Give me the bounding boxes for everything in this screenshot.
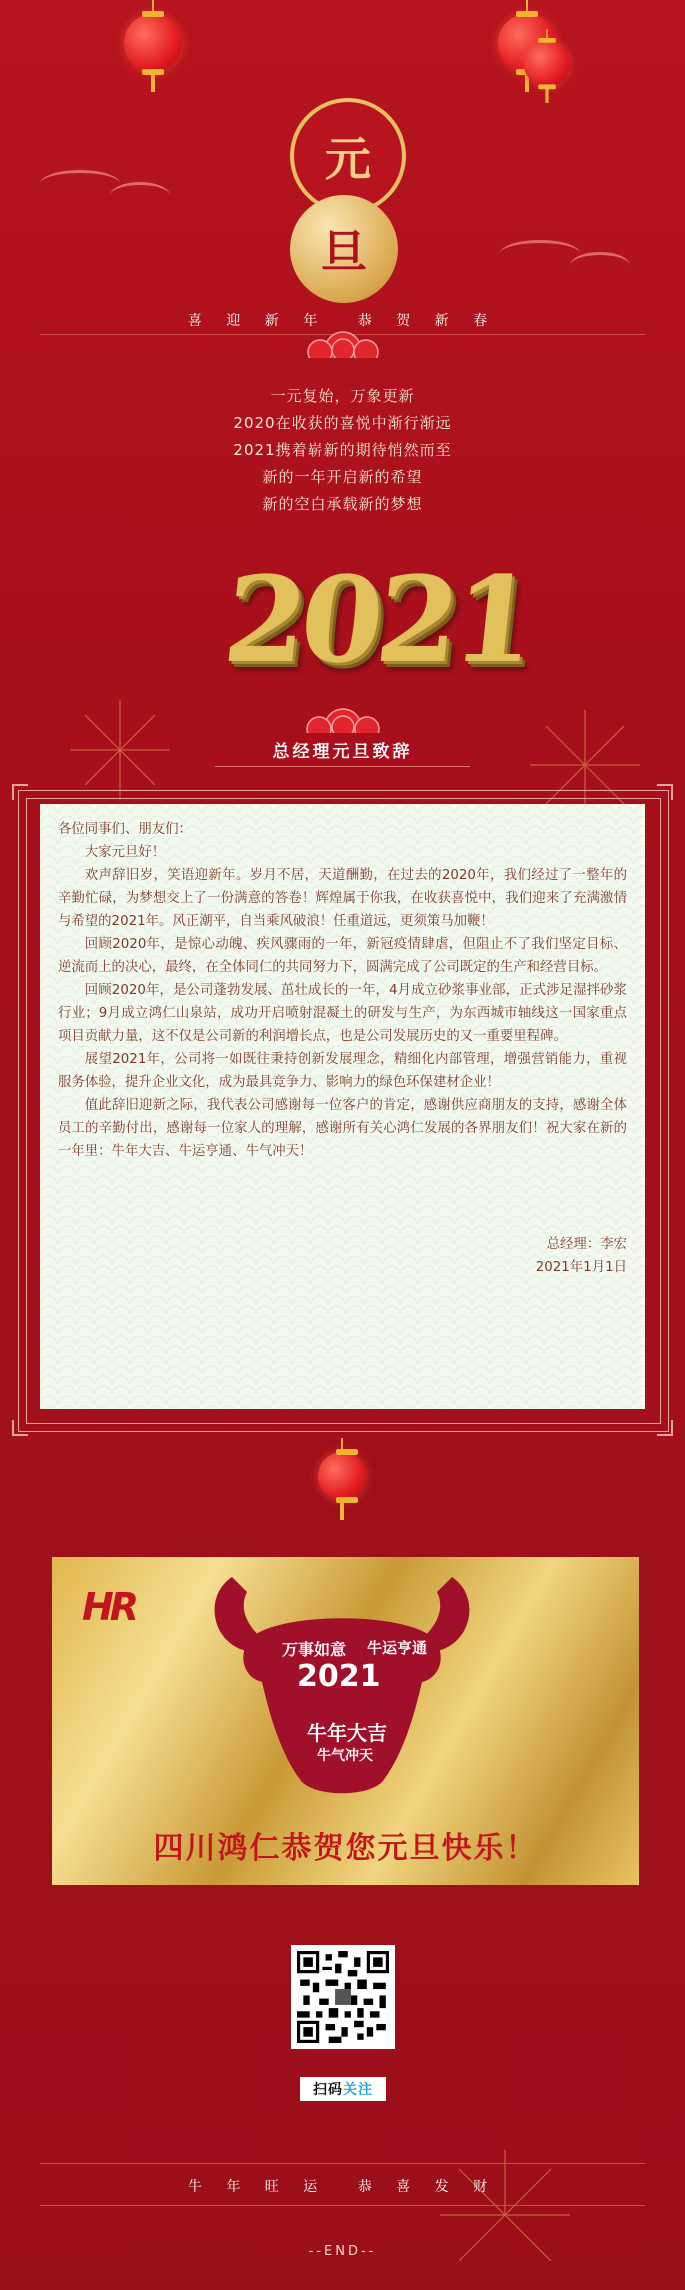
divider <box>215 766 470 767</box>
frame-corner <box>12 1420 28 1436</box>
section-title: 总经理元旦致辞 <box>272 742 413 762</box>
ox-wish: 牛运亨通 <box>367 1639 428 1657</box>
header-tagline <box>0 310 685 330</box>
lantern-icon <box>524 29 570 103</box>
letter-paragraph: 回顾2020年，是公司蓬勃发展、茁壮成长的一年，4月成立砂浆事业部，正式涉足湿拌砂浆行业；9月成立鸿仁山泉站，成功开启喷射混凝土的研发与生产，为东西城市轴线这一国家重点项目贡献力量，这不仅是公司新的利润增长点，也是公司发展历史的又一重要里程碑。 <box>58 983 627 1044</box>
qr-code[interactable] <box>291 1945 395 2049</box>
company-logo: HR <box>82 1585 136 1629</box>
ox-wish: 牛气冲天 <box>317 1748 373 1764</box>
letter-paragraph: 回顾2020年，是惊心动魄、疾风骤雨的一年，新冠疫情肆虐，但阻止不了我们坚定目标、逆流而上的决心，最终，在全体同仁的共同努力下，圆满完成了公司既定的生产和经营目标。 <box>58 937 627 975</box>
poem-line: 新的一年开启新的希望 <box>262 468 423 486</box>
poem-line: 新的空白承载新的梦想 <box>262 495 423 513</box>
cloud-ornament-icon <box>500 240 580 267</box>
lantern-icon <box>318 1438 366 1520</box>
ox-head-graphic <box>192 1557 492 1807</box>
cloud-ornament-icon <box>570 252 630 279</box>
letter-paragraph: 值此辞旧迎新之际，我代表公司感谢每一位客户的肯定，感谢供应商朋友的支持，感谢全体员工的辛勤付出，感谢每一位家人的理解，感谢所有关心鸿仁发展的各界朋友们！祝大家在新的一年里：牛年大吉、牛运亨通、牛气冲天！ <box>58 1098 627 1159</box>
poem-line: 一元复始，万象更新 <box>270 387 415 405</box>
cloud-ornament-icon <box>302 328 384 358</box>
divider <box>40 2163 645 2164</box>
banner-slogan: 四川鸿仁恭贺您元旦快乐！ <box>153 1831 538 1866</box>
letter-body <box>40 804 645 1409</box>
ox-year: 2021 <box>297 1659 381 1694</box>
divider <box>40 2205 645 2206</box>
letter-salutation: 各位同事们、朋友们： <box>58 822 192 837</box>
lantern-icon <box>124 0 182 92</box>
title-badge-bottom <box>290 195 398 303</box>
letter-signature: 总经理：李宏 <box>546 1237 627 1252</box>
letter-paragraph: 展望2021年，公司将一如既往秉持创新发展理念，精细化内部管理，增强营销能力，重视服务体验，提升企业文化，成为最具竞争力、影响力的绿色环保建材企业！ <box>58 1052 627 1090</box>
year-2021-art: 2021 <box>217 550 537 689</box>
char-yuan: 元 <box>325 132 371 186</box>
qr-label <box>300 2077 386 2101</box>
ox-wish: 万事如意 <box>282 1640 347 1659</box>
cloud-ornament-icon <box>300 705 386 733</box>
frame-corner <box>657 784 673 800</box>
cloud-ornament-icon <box>110 182 170 209</box>
cloud-ornament-icon <box>40 170 120 197</box>
qr-label-left: 扫码 <box>313 2082 343 2098</box>
frame-corner <box>12 784 28 800</box>
tagline-left: 喜 迎 新 年 <box>187 313 328 329</box>
letter-paragraph: 欢声辞旧岁，笑语迎新年。岁月不居，天道酬勤，在过去的2020年，我们经过了一整年的辛勤忙碌，为梦想交上了一份满意的答卷！辉煌属于你我，在收获喜悦中，我们迎来了充满激情与希望的2021年。风正潮平，自当乘风破浪！任重道远，更须策马加鞭！ <box>58 868 627 929</box>
end-marker: --END-- <box>308 2244 377 2259</box>
footer-left: 牛 年 旺 运 <box>187 2179 328 2195</box>
greeting-banner <box>52 1557 639 1885</box>
footer-right: 恭 喜 发 财 <box>357 2179 498 2195</box>
letter-date: 2021年1月1日 <box>535 1260 627 1275</box>
ox-wish: 牛年大吉 <box>307 1721 387 1745</box>
tagline-right: 恭 贺 新 春 <box>357 313 498 329</box>
char-dan: 旦 <box>321 225 367 279</box>
qr-label-right: 关注 <box>343 2082 373 2098</box>
footer-tagline <box>0 2176 685 2196</box>
poem-line: 2020在收获的喜悦中渐行渐远 <box>233 414 452 432</box>
frame-corner <box>657 1420 673 1436</box>
poem <box>0 383 685 518</box>
qr-code-icon <box>297 1951 389 2043</box>
ox-words <box>192 1557 492 1807</box>
letter-greeting: 大家元旦好！ <box>84 845 166 860</box>
poem-line: 2021携着崭新的期待悄然而至 <box>233 441 452 459</box>
